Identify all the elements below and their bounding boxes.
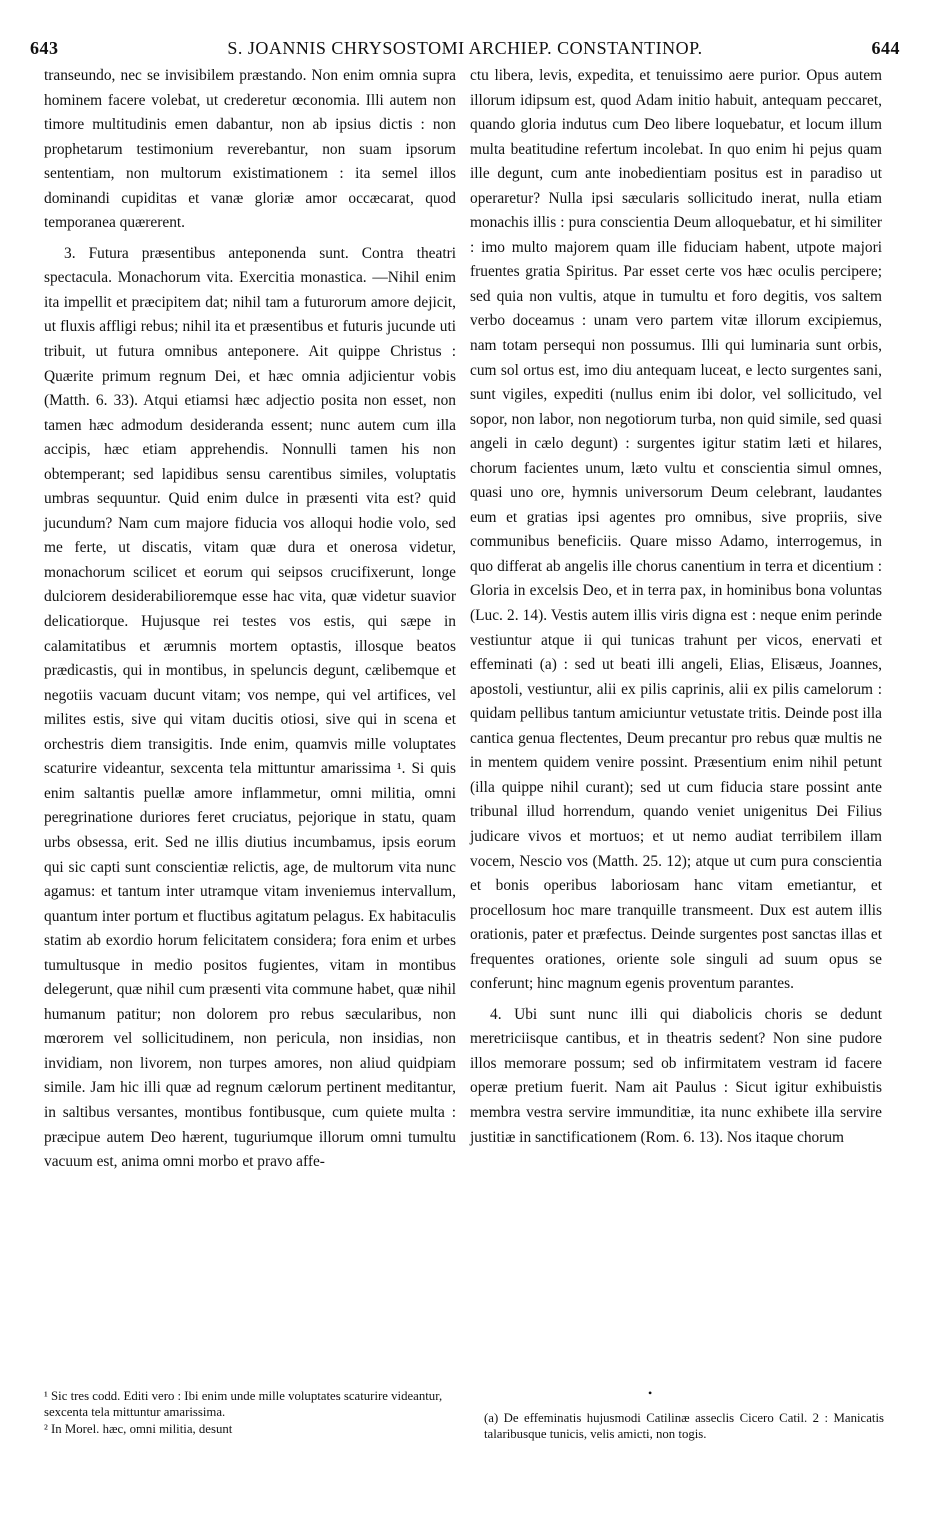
footnote-2: ² In Morel. hæc, omni militia, desunt [44, 1422, 233, 1436]
right-column [470, 64, 882, 1150]
footnote-a: (a) De effeminatis hujusmodi Catilinæ asseclis Cicero Catil. 2 : Manicatis talaribusque tunicis, velis amicti, non togis. [484, 1411, 884, 1441]
running-header [30, 38, 900, 62]
page-number-right: 644 [871, 38, 900, 58]
left-column [44, 64, 456, 1175]
footnote-1: ¹ Sic tres codd. Editi vero : Ibi enim unde mille voluptates scaturire videantur, sexcenta tela mittuntur amarissima. [44, 1389, 443, 1419]
left-paragraph-section-3: 3. Futura præsentibus anteponenda sunt. Contra theatri spectacula. Monachorum vita. Exercitia monastica. —Nihil enim ita impellit et præcipitem dat; nihil tam a futurorum amore dejicit, ut fluxis affligi rebus; nihil ita et præsentibus et futuris jucunde uti tribuit, ut futura omnibus anteponere. Ait quippe Christus : Quærite primum regnum Dei, et hæc omnia adjicientur vobis (Matth. 6. 33). Atqui etiamsi hæc adjectio posita non esset, non tamen hæc admodum desideranda essent; nunc autem cum illa accipis, hæc etiam apprehendis. Nonnulli tamen his non obtemperant; sed lapidibus sensu carentibus similes, voluptatis umbras sequuntur. Quid enim dulce in præsenti vita est? quid jucundum? Nam cum majore fiducia vos alloqui hodie volo, sed me ferte, ut discatis, vitam quæ dura et onerosa videtur, monachorum scilicet et eorum qui seipsos crucifixerunt, longe dulciorem desiderabilioremque esse hac vita, quæ videtur suavior delicatiorque. Hujusque rei testes vos estis, qui sæpe in calamitatibus et ærumnis mortem optastis, illosque beatos prædicastis, qui in montibus, in speluncis degunt, cælibemque et negotiis vacuam ducunt vitam; vos nempe, qui vel artifices, vel milites estis, sive qui vitam ducitis otiosi, sive qui in scena et orchestris diem transigitis. Inde enim, quamvis mille voluptates scaturire videantur, sexcenta tela mittuntur amarissima ¹. Si quis enim saltantis puellæ amore inflammetur, omni militia, omni peregrinatione duriores feret cruciatus, pejorique in statu, quam urbs obsessa, erit. Sed ne illis diutius incumbamus, ipsis eorum qui sic capti sunt conscientiæ relictis, age, de multorum vita nunc agamus: et tantum inter utramque vitam inveniemus intervallum, quantum inter portum et fluctibus agitatum pelagus. Ex habitaculis statim ab exordio horum felicitatem considera; fora enim et urbes tumultusque in medio positos fugientes, vitam in montibus delegerunt, quæ nihil cum præsenti vita commune habet, quæ nihil humanum patitur; non dolorem pro rebus sæcularibus, non mœrorem vel sollicitudinem, non pericula, non insidias, non invidiam, non livorem, non turpes amores, non aliud quidpiam simile. Jam hic illi quæ ad regnum cælorum pertinent meditantur, in saltibus versantes, montibus fontibusque, cum quiete multa : præcipue autem Deo hærent, tuguriumque illorum omni tumultu vacuum est, anima omni morbo et pravo affe- [44, 244, 456, 1171]
footnotes-left [44, 1388, 456, 1438]
left-paragraph-continuation: transeundo, nec se invisibilem præstando. Non enim omnia supra hominem facere volebat, ut crederetur œconomia. Illi autem non timore multitudinis emen dabantur, non ab ipsius dictis : non prophetarum testimonium reverebantur, non suam ipsorum sententiam, non multorum existimationem : ita semel illos dominandi cupiditas et vanæ gloriæ amor occæcarat, quod temporanea quærerent. [44, 67, 456, 232]
right-paragraph-continuation: ctu libera, levis, expedita, et tenuissimo aere purior. Opus autem illorum idipsum est, quod Adam initio habuit, antequam peccaret, quando gloria indutus cum Deo libere loquebatur, et locum illum multa beatitudine refertum incolebat. In quo enim hi pejus quam ille degunt, cum ante inobedientiam positus est in paradiso ut operaretur? Nulla ipsi sæcularis sollicitudo inerat, nulla etiam monachis illis : pura conscientia Deum alloquebatur, et hi similiter : imo multo majorem quam ille fiduciam habent, utpote majori fruentes gratia Spiritus. Par esset certe vos hæc oculis percipere; sed quia non vultis, atque in tumultu et foro degitis, vos saltem verbo doceamus : unam vero partem vitæ illorum excipiemus, nam totam persequi non possumus. Illi qui luminaria sunt orbis, cum sol ortus est, imo diu antequam luceat, e lecto surgentes sani, sunt vigiles, expediti (nullus enim ibi dolor, vel sollicitudo, vel sopor, non labor, non negotiorum turba, non quid simile, sed quasi angeli in cælo degunt) : surgentes igitur statim læti et hilares, chorum facientes unum, læto vultu et conscientia simul omnes, quasi uno ore, hymnis universorum Deum celebrant, laudantes eum et gratias ipsi agentes pro omnibus, sive propriis, sive communibus beneficiis. Quare misso Adamo, interrogemus, in quo differat ab angelis ille chorus canentium in terra et dicentium : Gloria in excelsis Deo, et in terra pax, in hominibus bona voluntas (Luc. 2. 14). Vestis autem illis viris digna est : neque enim perinde vestiuntur atque ii qui tunicas trahunt per vicos, enervati et effeminati (a) : sed ut beati illi angeli, Elias, Elisæus, Joannes, apostoli, vestiuntur, alii ex pilis caprinis, alii ex pilis camelorum : quidam pellibus tantum amiciuntur vetustate tritis. Deinde post illa cantica genua flectentes, Deum precantur pro rebus quæ multis ne in mentem quidem venire possint. Præsentium enim nihil petunt (illa quippe nihil curant); sed ut cum fiducia stare possint ante tribunal illud horrendum, quando veniet unigenitus Dei Filius judicare vivos et mortuos; et ut nemo audiat terribilem illam vocem, Nescio vos (Matth. 25. 12); atque ut cum pura conscientia et bonis operibus laboriosam hanc vitam emetiantur, et procellosum hoc mare tranquille transmeent. Dux est autem illis orationis, pater et præfectus. Deinde surgentes post sanctas illas et frequentes orationes, oriente sole singuli ad suum opus se conferunt; hinc magnum egenis proventum parantes. [470, 67, 882, 993]
separator-dot: • [648, 1386, 653, 1400]
running-title: S. JOANNIS CHRYSOSTOMI ARCHIEP. CONSTANTINOP. [227, 38, 703, 58]
footnotes-right [484, 1410, 884, 1442]
right-paragraph-section-4: 4. Ubi sunt nunc illi qui diabolicis choris se dedunt meretriciisque cantibus, et in theatris sedent? Non sine pudore illos memorare possum; sed ob infirmitatem vestram id facere operæ pretium fuerit. Nam ait Paulus : Sicut igitur exhibuistis membra vestra servire immunditiæ, ita nunc exhibete illa servire justitiæ in sanctificationem (Rom. 6. 13). Nos itaque chorum [470, 1005, 882, 1146]
page-number-left: 643 [30, 38, 59, 58]
